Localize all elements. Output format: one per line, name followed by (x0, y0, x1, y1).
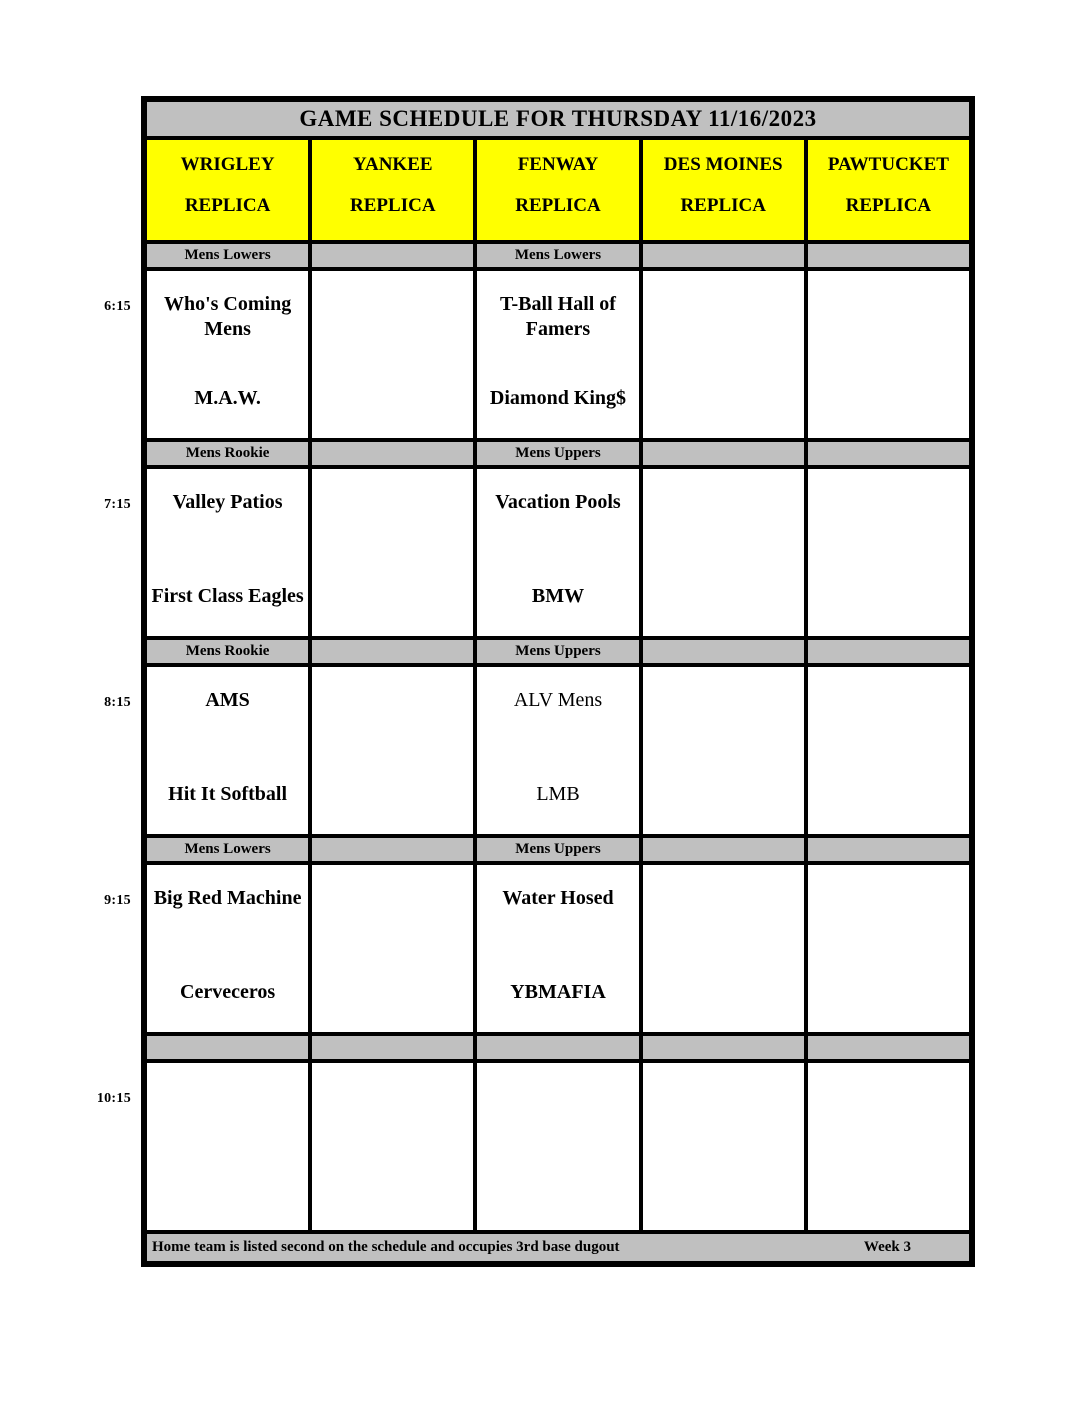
division-band-cell (477, 1036, 638, 1059)
division-band-cell (808, 244, 969, 267)
team-away: Who's Coming Mens (163, 293, 292, 340)
game-cell (147, 271, 308, 438)
division-band-cell (312, 838, 473, 861)
division-band-cell (643, 244, 804, 267)
game-cell (312, 865, 473, 1032)
division-band-cell (643, 838, 804, 861)
field-sub: REPLICA (350, 195, 436, 216)
field-header-wrigley (147, 140, 308, 240)
field-sub: REPLICA (184, 195, 271, 216)
time-label-815: 8:15 (104, 695, 131, 710)
division-band-cell (312, 442, 473, 465)
team-home: LMB (536, 783, 580, 805)
footer-bar (147, 1234, 969, 1261)
team-away: Vacation Pools (495, 491, 621, 513)
footer-note: Home team is listed second on the schedule and occupies 3rd base dugout (152, 1239, 620, 1255)
field-name: PAWTUCKET (827, 154, 949, 175)
game-cell (312, 469, 473, 636)
field-header-des-moines (643, 140, 804, 240)
game-cell (147, 1063, 308, 1230)
field-sub: REPLICA (515, 195, 601, 216)
field-name: DES MOINES (663, 154, 783, 175)
team-home: First Class Eagles (151, 585, 304, 607)
division-band-cell: Mens Rookie (147, 640, 308, 663)
division-band-cell (643, 1036, 804, 1059)
game-cell (808, 667, 969, 834)
field-header-pawtucket (808, 140, 969, 240)
team-home: Cerveceros (180, 981, 276, 1003)
game-cell (477, 469, 638, 636)
team-home: Hit It Softball (168, 783, 288, 805)
team-away: ALV Mens (513, 689, 603, 711)
game-cell (808, 1063, 969, 1230)
game-cell (312, 271, 473, 438)
time-label-715: 7:15 (104, 497, 131, 512)
division-band-cell (147, 1036, 308, 1059)
team-away: Big Red Machine (153, 887, 302, 909)
game-cell (147, 865, 308, 1032)
game-cell (147, 469, 308, 636)
schedule-table (141, 96, 975, 1267)
division-band-cell: Mens Lowers (147, 244, 308, 267)
game-cell (643, 865, 804, 1032)
field-name: FENWAY (517, 154, 599, 175)
game-cell (147, 667, 308, 834)
division-band-cell: Mens Uppers (477, 838, 638, 861)
division-band-cell (312, 244, 473, 267)
game-cell (643, 667, 804, 834)
team-away: Valley Patios (172, 491, 283, 513)
division-band-cell (808, 442, 969, 465)
team-home: M.A.W. (194, 387, 261, 409)
division-band-cell (312, 1036, 473, 1059)
field-name: WRIGLEY (180, 154, 275, 175)
game-cell (312, 667, 473, 834)
team-away: Water Hosed (502, 887, 614, 909)
game-cell (477, 271, 638, 438)
game-cell (477, 667, 638, 834)
time-label-915: 9:15 (104, 893, 131, 908)
field-sub: REPLICA (845, 195, 932, 216)
game-cell (312, 1063, 473, 1230)
division-band-cell: Mens Uppers (477, 640, 638, 663)
division-band-cell: Mens Lowers (147, 838, 308, 861)
game-cell (477, 1063, 638, 1230)
game-cell (808, 469, 969, 636)
game-cell (643, 271, 804, 438)
game-cell (808, 865, 969, 1032)
division-band-cell (808, 838, 969, 861)
field-sub: REPLICA (680, 195, 766, 216)
division-band-cell: Mens Rookie (147, 442, 308, 465)
game-cell (808, 271, 969, 438)
division-band-cell: Mens Lowers (477, 244, 638, 267)
field-header-yankee (312, 140, 473, 240)
time-label-1015: 10:15 (96, 1091, 131, 1106)
game-cell (643, 469, 804, 636)
team-away: T-Ball Hall of Famers (500, 293, 616, 340)
team-away: AMS (205, 689, 250, 711)
game-cell (643, 1063, 804, 1230)
division-band-cell (312, 640, 473, 663)
week-label: Week 3 (863, 1239, 911, 1255)
page-title: GAME SCHEDULE FOR THURSDAY 11/16/2023 (147, 102, 969, 136)
division-band-cell (808, 1036, 969, 1059)
field-header-fenway (477, 140, 638, 240)
team-home: YBMAFIA (510, 981, 606, 1003)
division-band-cell: Mens Uppers (477, 442, 638, 465)
division-band-cell (808, 640, 969, 663)
team-home: Diamond King$ (489, 387, 627, 409)
field-name: YANKEE (353, 154, 433, 175)
team-home: BMW (531, 585, 585, 607)
game-cell (477, 865, 638, 1032)
division-band-cell (643, 442, 804, 465)
division-band-cell (643, 640, 804, 663)
time-label-615: 6:15 (104, 299, 131, 314)
